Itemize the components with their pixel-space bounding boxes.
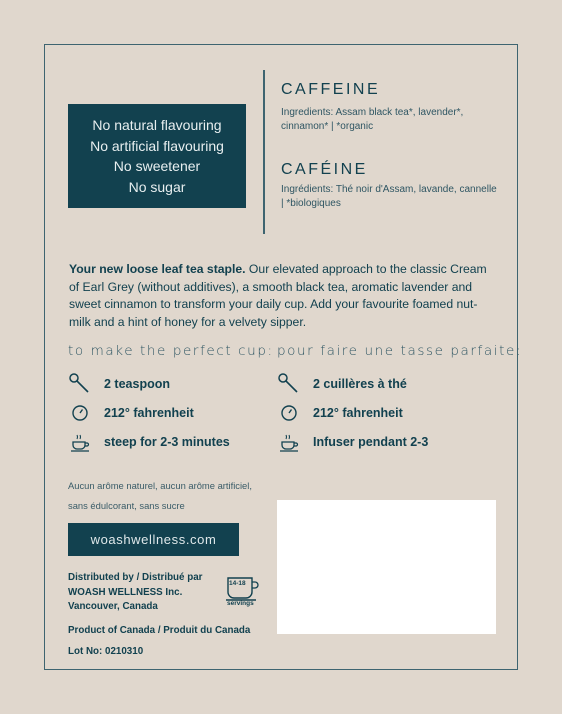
- step-text: Infuser pendant 2-3: [313, 435, 429, 449]
- instructions-heading-fr: pour faire une tasse parfaite:: [277, 343, 523, 359]
- distributor-line: WOASH WELLNESS Inc.: [68, 586, 183, 598]
- step-dose-fr: [277, 372, 407, 396]
- product-origin: Product of Canada / Produit du Canada: [68, 625, 251, 636]
- ingredients-fr: Ingrédients: Thé noir d'Assam, lavande, cannelle | *biologiques: [281, 184, 497, 209]
- step-steep-en: [68, 430, 230, 454]
- servings-label: servings: [227, 600, 254, 607]
- thermometer-dial-icon: [277, 401, 301, 425]
- description-lead: Your new loose leaf tea staple.: [69, 262, 246, 276]
- thermometer-dial-icon: [68, 401, 92, 425]
- lot-number: Lot No: 0210310: [68, 646, 144, 657]
- caffeine-heading-fr: CAFÉINE: [281, 161, 368, 178]
- step-dose-en: [68, 372, 170, 396]
- ingredients-en: Ingredients: Assam black tea*, lavender*, cinnamon* | *organic: [281, 107, 464, 132]
- step-steep-fr: [277, 430, 428, 454]
- steaming-cup-icon: [68, 430, 92, 454]
- badge-line: No sugar: [128, 178, 186, 195]
- step-text: 212° fahrenheit: [104, 406, 194, 420]
- step-text: steep for 2-3 minutes: [104, 435, 230, 449]
- product-description: [69, 261, 489, 331]
- caffeine-heading-en: CAFFEINE: [281, 81, 381, 98]
- steaming-cup-icon: [277, 430, 301, 454]
- distributor-info: [68, 571, 202, 615]
- step-text: 212° fahrenheit: [313, 406, 403, 420]
- french-additives-note: Aucun arôme naturel, aucun arôme artificiel, sans édulcorant, sans sucre: [68, 480, 252, 511]
- step-text: 2 teaspoon: [104, 377, 170, 391]
- badge-line: No natural flavouring: [92, 117, 222, 133]
- distributor-line: Distributed by / Distribué par: [68, 572, 203, 583]
- instructions-heading-en: to make the perfect cup:: [68, 343, 274, 359]
- divider-line: [263, 70, 265, 234]
- blank-label-area: [277, 500, 496, 634]
- description-body: Our elevated approach to the classic Cream of Earl Grey (without additives), a smooth black tea, aromatic lavender and sweet cinnamon to transform your daily cup. Add your favourite foamed nut-milk and a hint of honey for a velvety sipper.: [69, 262, 487, 329]
- distributor-line: Vancouver, Canada: [68, 601, 158, 612]
- spoon-icon: [277, 372, 301, 396]
- step-text: 2 cuillères à thé: [313, 377, 407, 391]
- step-temp-fr: [277, 401, 403, 425]
- badge-line: No sweetener: [113, 158, 201, 174]
- spoon-icon: [68, 372, 92, 396]
- no-additives-badge: [68, 104, 246, 208]
- website-link[interactable]: woashwellness.com: [68, 523, 239, 556]
- servings-count: 14-18: [229, 580, 246, 587]
- badge-line: No artificial flavouring: [90, 137, 224, 154]
- step-temp-en: [68, 401, 194, 425]
